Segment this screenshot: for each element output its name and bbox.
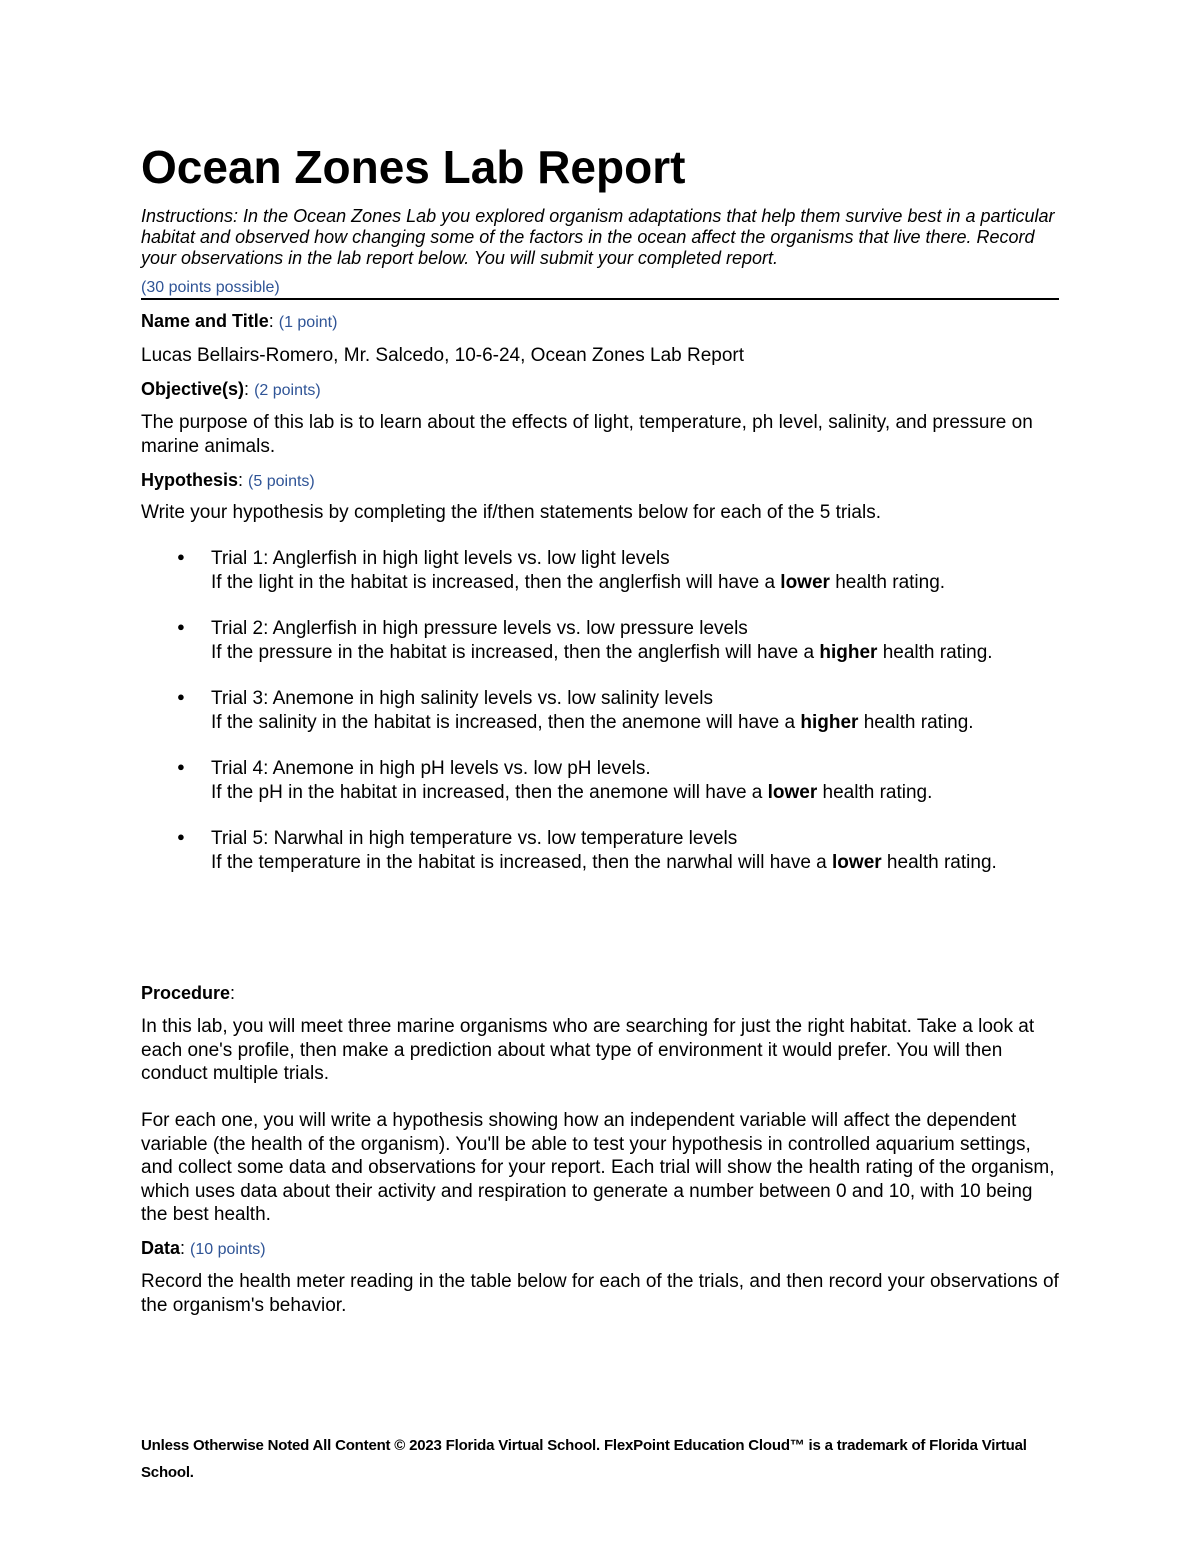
- hypothesis-prompt: Write your hypothesis by completing the if/then statements below for each of the 5 trials.: [141, 502, 881, 523]
- trial-answer: higher: [819, 642, 878, 663]
- trial-title: Trial 3: Anemone in high salinity levels vs. low salinity levels: [211, 688, 713, 709]
- trial-statement: If the pH in the habitat in increased, then the anemone will have a: [211, 782, 768, 803]
- hypothesis-points: (5 points): [248, 473, 315, 490]
- name-heading-label: Name and Title: [141, 311, 269, 331]
- bullet-icon: ●: [177, 689, 185, 704]
- bullet-icon: ●: [177, 619, 185, 634]
- procedure-heading-label: Procedure: [141, 983, 231, 1003]
- trial-answer: lower: [832, 852, 882, 873]
- list-item: [141, 617, 1059, 665]
- trial-answer: lower: [780, 572, 830, 593]
- trial-answer: higher: [800, 712, 859, 733]
- trial-statement-end: health rating.: [881, 852, 997, 873]
- trial-statement-end: health rating.: [829, 572, 946, 593]
- trial-statement-end: health rating.: [877, 642, 993, 663]
- list-item: [141, 547, 1059, 595]
- procedure-paragraph-1: In this lab, you will meet three marine organisms who are searching for just the right habitat. Take a look at each one's profile, then make a prediction about what type of environment it would prefer. You will then conduct multiple trials.: [141, 1016, 1035, 1084]
- name-heading: Name and Title: (1 point): [141, 311, 338, 331]
- document-page: [141, 0, 1059, 1553]
- bullet-icon: ●: [177, 549, 185, 564]
- data-points: (10 points): [190, 1241, 266, 1258]
- list-item: [141, 827, 1059, 875]
- page-title: Ocean Zones Lab Report: [141, 141, 686, 193]
- name-answer: Lucas Bellairs-Romero, Mr. Salcedo, 10-6-24, Ocean Zones Lab Report: [141, 345, 745, 366]
- procedure-paragraph-2: For each one, you will write a hypothesis showing how an independent variable will affect the dependent variable (the health of the organism). You'll be able to test your hypothesis in controlled aquarium settings, and collect some data and observations for your report. Each trial will show the health rating of the organism, which uses data about their activity and respiration to generate a number between 0 and 10, with 10 being the best health.: [141, 1110, 1055, 1225]
- section-divider: [141, 298, 1059, 300]
- trial-statement: If the temperature in the habitat is increased, then the narwhal will have a: [211, 852, 833, 873]
- hypothesis-heading: Hypothesis: (5 points): [141, 470, 315, 490]
- data-heading-label: Data: [141, 1238, 181, 1258]
- list-item: [141, 757, 1059, 805]
- data-heading: Data: (10 points): [141, 1238, 266, 1258]
- trial-statement-end: health rating.: [858, 712, 974, 733]
- trial-title: Trial 2: Anglerfish in high pressure levels vs. low pressure levels: [211, 618, 748, 639]
- copyright-footer: Unless Otherwise Noted All Content © 2023 Florida Virtual School. FlexPoint Education Cloud™ is a trademark of Florida Virtual School.: [141, 1437, 1027, 1481]
- objective-heading-label: Objective(s): [141, 379, 245, 399]
- trial-title: Trial 4: Anemone in high pH levels vs. low pH levels.: [211, 758, 651, 779]
- trial-statement: If the salinity in the habitat is increased, then the anemone will have a: [211, 712, 801, 733]
- name-points: (1 point): [278, 314, 338, 331]
- trial-statement-end: health rating.: [817, 782, 933, 803]
- trial-title: Trial 1: Anglerfish in high light levels vs. low light levels: [211, 548, 670, 569]
- procedure-heading: Procedure:: [141, 983, 236, 1003]
- points-possible: (30 points possible): [141, 279, 280, 296]
- list-item: [141, 687, 1059, 735]
- objective-heading: Objective(s): (2 points): [141, 379, 321, 399]
- hypothesis-heading-label: Hypothesis: [141, 470, 239, 490]
- trial-title: Trial 5: Narwhal in high temperature vs. low temperature levels: [211, 828, 738, 849]
- bullet-icon: ●: [177, 829, 185, 844]
- trial-statement: If the light in the habitat is increased, then the anglerfish will have a: [211, 572, 781, 593]
- objective-points: (2 points): [254, 382, 321, 399]
- bullet-icon: ●: [177, 759, 185, 774]
- trial-answer: lower: [767, 782, 818, 803]
- instructions-text: Instructions: In the Ocean Zones Lab you explored organism adaptations that help them survive best in a particular habitat and observed how changing some of the factors in the ocean affect the organisms that live there. Record your observations in the lab report below. You will submit your completed report.: [141, 206, 1055, 268]
- trial-list: [141, 547, 1059, 897]
- data-prompt: Record the health meter reading in the table below for each of the trials, and then record your observations of the organism's behavior.: [141, 1271, 1059, 1316]
- objective-answer: The purpose of this lab is to learn about the effects of light, temperature, ph level, salinity, and pressure on marine animals.: [141, 412, 1033, 457]
- trial-statement: If the pressure in the habitat is increased, then the anglerfish will have a: [211, 642, 820, 663]
